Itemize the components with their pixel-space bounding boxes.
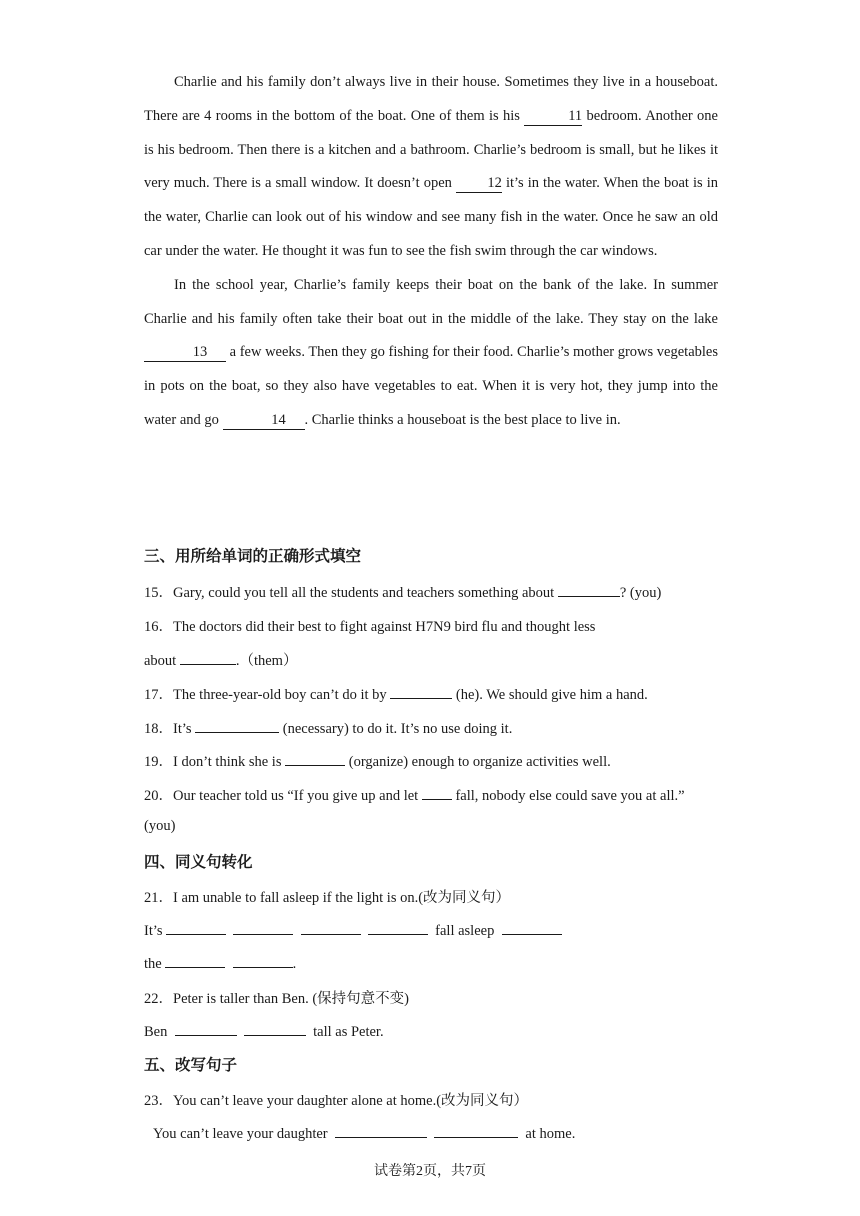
passage-text: . Charlie thinks a houseboat is the best place to live in. [304,411,621,428]
question-23: 23．You can’t leave your daughter alone at home.(改为同义句） [144,1093,529,1109]
question-22-answer: Ben tall as Peter. [144,1021,384,1041]
answer-blank[interactable] [301,920,361,935]
answer-blank[interactable] [180,650,236,665]
question-23-answer: You can’t leave your daughter at home. [153,1123,575,1143]
question-16-cont: about .（them） [144,649,297,670]
passage-text: bedroom. Another one is his bedroom. Then there is a kitchen and a bathroom. Charlie’s bedroom is small, but he likes it very much. There is a small window. It doesn’t open [144,107,718,192]
question-16: 16．The doctors did their best to fight against H7N9 bird flu and thought less [144,619,596,635]
answer-blank[interactable] [434,1123,518,1138]
answer-blank[interactable] [502,920,562,935]
section-3-title: 三、用所给单词的正确形式填空 [144,547,362,565]
passage-paragraph-2 [144,269,718,438]
passage-text: it’s in the water. When the boat is in the water, Charlie can look out of his window and see many fish in the water. Once he saw an old car under the water. He thought it was fun to see the fish swim through the car windows. [144,175,718,259]
passage-text: a few weeks. Then they go fishing for their food. Charlie’s mother grows vegetables in pots on the boat, so they also have vegetables to eat. When it is very hot, they jump into the water and go [144,344,718,428]
passage-paragraph-1 [144,66,718,269]
answer-blank[interactable] [368,920,428,935]
answer-blank[interactable] [244,1021,306,1036]
section-4-title: 四、同义句转化 [144,853,253,871]
answer-blank[interactable] [285,751,345,766]
question-21-answer: It’s fall asleep [144,920,562,940]
blank-13[interactable]: 13 [144,343,226,362]
answer-blank[interactable] [175,1021,237,1036]
question-21: 21．I am unable to fall asleep if the light is on.(改为同义句） [144,890,511,906]
section-5-title: 五、改写句子 [144,1056,238,1074]
passage-text: Charlie and his family don’t always live in their house. Sometimes they live in a houseboat. There are 4 rooms in the bottom of the boat. One of them is his [144,74,718,124]
answer-blank[interactable] [166,920,226,935]
question-17: 17．The three-year-old boy can’t do it by (he). We should give him a hand. [144,683,648,704]
answer-blank[interactable] [390,684,452,699]
blank-12[interactable]: 12 [456,174,502,193]
question-19: 19．I don’t think she is (organize) enough to organize activities well. [144,750,611,771]
question-22: 22．Peter is taller than Ben. (保持句意不变) [144,991,409,1007]
question-15: 15．Gary, could you tell all the students and teachers something about ? (you) [144,581,661,602]
answer-blank[interactable] [233,920,293,935]
page-footer: 试卷第2页，共7页 [374,1164,486,1179]
answer-blank[interactable] [195,718,279,733]
answer-blank[interactable] [422,785,452,800]
blank-14[interactable]: 14 [223,411,305,430]
answer-blank[interactable] [233,953,293,968]
question-21-answer-cont: the . [144,953,296,973]
question-18: 18．It’s (necessary) to do it. It’s no use doing it. [144,717,512,738]
blank-11[interactable]: 11 [524,107,582,126]
question-20: 20．Our teacher told us “If you give up and let fall, nobody else could save you at all.” [144,784,685,805]
passage-text: In the school year, Charlie’s family keeps their boat on the bank of the lake. In summer Charlie and his family often take their boat out in the middle of the lake. They stay on the lake [144,276,718,327]
reading-passage [144,66,718,438]
question-20-cont: (you) [144,818,176,834]
answer-blank[interactable] [558,582,620,597]
answer-blank[interactable] [335,1123,427,1138]
answer-blank[interactable] [165,953,225,968]
